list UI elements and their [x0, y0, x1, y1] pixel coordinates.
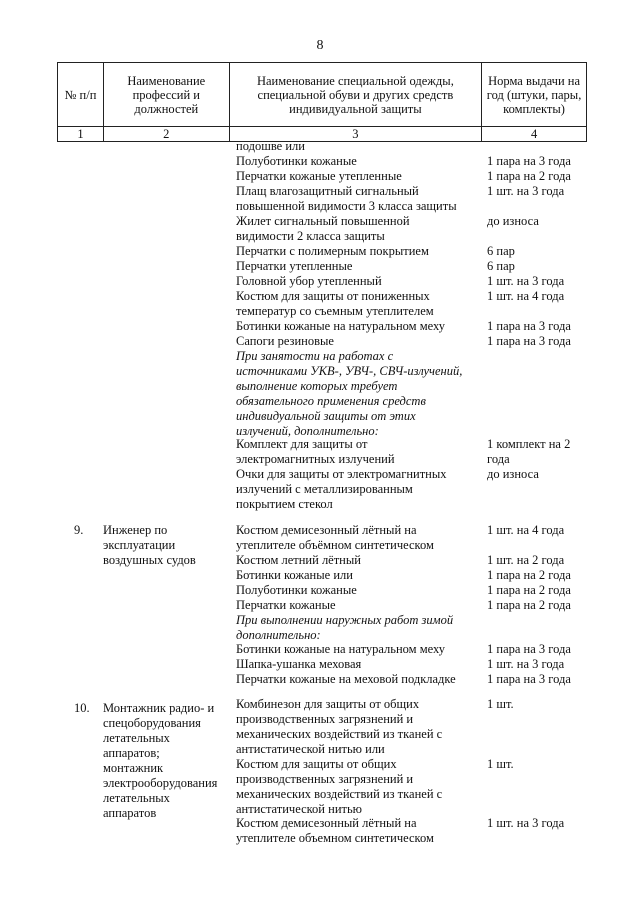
item-text: Костюм для защиты от общих производственных загрязнений и механических воздействий из тканей с антистатической нитью — [236, 757, 443, 816]
norm-text: 6 пар — [487, 259, 515, 273]
norm-text: 1 пара на 2 года — [487, 169, 571, 183]
norm-text: 1 пара на 3 года — [487, 319, 571, 333]
item-text: Перчатки с полимерным покрытием — [236, 244, 429, 258]
table-header — [57, 62, 587, 142]
norm-text: 1 пара на 2 года — [487, 598, 571, 612]
header-num-4: 4 — [482, 127, 587, 142]
header-num-2: 2 — [103, 127, 229, 142]
item-text: Очки для защиты от электромагнитных излучений с металлизированным покрытием стекол — [236, 467, 447, 511]
item-text: Полуботинки кожаные — [236, 583, 357, 597]
item-text: Перчатки кожаные — [236, 598, 336, 612]
row-number: 10. — [74, 701, 90, 715]
item-text: Костюм для защиты от пониженных температур со съемным утеплителем — [236, 289, 434, 318]
header-col-item: Наименование специальной одежды, специальной обуви и других средств индивидуальной защиты — [229, 63, 481, 127]
item-text: Головной убор утепленный — [236, 274, 382, 288]
item-text: Комбинезон для защиты от общих производственных загрязнений и механических воздействий из тканей с антистатической нитью или — [236, 697, 443, 756]
norm-text: 1 пара на 3 года — [487, 334, 571, 348]
norm-text: 6 пар — [487, 244, 515, 258]
header-col-profession: Наименование профессий и должностей — [103, 63, 229, 127]
item-text: Сапоги резиновые — [236, 334, 334, 348]
page-number: 8 — [316, 38, 324, 53]
norm-text: до износа — [487, 467, 539, 481]
item-text: Плащ влагозащитный сигнальный повышенной видимости 3 класса защиты — [236, 184, 457, 213]
norm-text: 1 шт. на 4 года — [487, 523, 565, 537]
row-number: 9. — [74, 523, 84, 537]
item-text: Ботинки кожаные или — [236, 568, 353, 582]
norm-text: 1 пара на 3 года — [487, 642, 571, 656]
item-text: Костюм летний лётный — [236, 553, 361, 567]
item-text: Шапка-ушанка меховая — [236, 657, 362, 671]
norm-text: 1 шт. на 4 года — [487, 289, 565, 303]
norm-text: 1 шт. на 3 года — [487, 184, 565, 198]
item-text: Ботинки кожаные на натуральном меху — [236, 642, 446, 656]
condition-note: При занятости на работах с источниками УКВ-, УВЧ-, СВЧ-излучений, выполнение которых требует обязательного применения средств индивидуальной защиты от этих излучений, дополнительно: — [236, 349, 463, 438]
item-text: Костюм демисезонный лётный на утеплителе объёмном синтетическом — [236, 523, 434, 552]
item-text: Перчатки утепленные — [236, 259, 353, 273]
item-text: Жилет сигнальный повышенной видимости 2 класса защиты — [236, 214, 410, 243]
norm-text: 1 шт. на 2 года — [487, 553, 565, 567]
norm-text: 1 шт. на 3 года — [487, 274, 565, 288]
norm-text: 1 комплект на 2 года — [487, 437, 571, 466]
header-num-1: 1 — [58, 127, 104, 142]
norm-text: 1 пара на 3 года — [487, 672, 571, 686]
norm-text: 1 шт. на 3 года — [487, 816, 565, 830]
item-text: Полуботинки кожаные — [236, 154, 357, 168]
condition-note: При выполнении наружных работ зимой дополнительно: — [236, 613, 454, 642]
profession-text: Монтажник радио- и спецоборудования летательных аппаратов; монтажник электрооборудования летательных аппаратов — [103, 701, 218, 820]
norm-text: 1 шт. — [487, 697, 514, 711]
norm-text: 1 пара на 2 года — [487, 568, 571, 582]
norm-text: 1 шт. на 3 года — [487, 657, 565, 671]
norm-text: 1 пара на 3 года — [487, 154, 571, 168]
norm-text: до износа — [487, 214, 539, 228]
item-text: Костюм демисезонный лётный на утеплителе объемном синтетическом — [236, 816, 434, 845]
header-num-3: 3 — [229, 127, 481, 142]
norm-text: 1 шт. — [487, 757, 514, 771]
norm-text: 1 пара на 2 года — [487, 583, 571, 597]
item-text: Перчатки кожаные на меховой подкладке — [236, 672, 456, 686]
header-col-number: № п/п — [58, 63, 104, 127]
item-text: подошве или — [236, 139, 305, 153]
item-text: Перчатки кожаные утепленные — [236, 169, 402, 183]
header-col-norm: Норма выдачи на год (штуки, пары, комплекты) — [482, 63, 587, 127]
item-text: Ботинки кожаные на натуральном меху — [236, 319, 446, 333]
item-text: Комплект для защиты от электромагнитных излучений — [236, 437, 395, 466]
profession-text: Инженер по эксплуатации воздушных судов — [103, 523, 196, 567]
